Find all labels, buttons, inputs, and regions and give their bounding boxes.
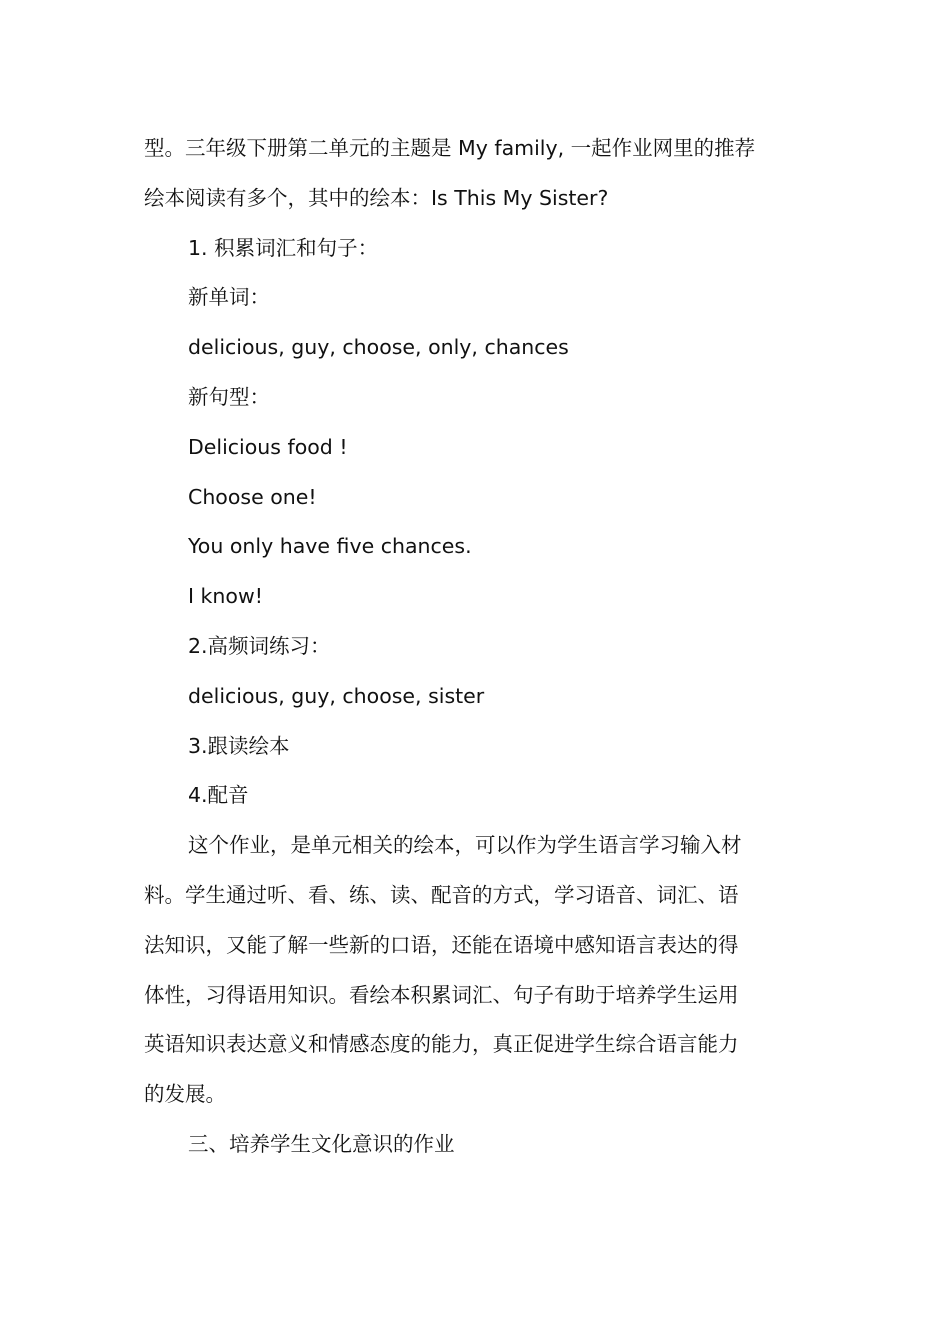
new-words-label: 新单词： xyxy=(188,285,270,310)
paragraph-line: 体性，习得语用知识。看绘本积累词汇、句子有助于培养学生运用 xyxy=(144,982,739,1007)
paragraph-line: 这个作业，是单元相关的绘本，可以作为学生语言学习输入材 xyxy=(188,833,742,858)
section-heading-read-along: 3.跟读绘本 xyxy=(188,733,290,758)
sentence-line: I know! xyxy=(188,584,263,609)
section-heading-high-frequency: 2.高频词练习： xyxy=(188,633,331,658)
paragraph-line: 绘本阅读有多个，其中的绘本：Is This My Sister? xyxy=(144,185,609,210)
section-heading-culture: 三、培养学生文化意识的作业 xyxy=(188,1131,455,1156)
high-frequency-words-list: delicious, guy, choose, sister xyxy=(188,683,485,708)
paragraph-line: 的发展。 xyxy=(144,1082,226,1107)
sentence-line: You only have five chances. xyxy=(188,534,472,559)
paragraph-line: 英语知识表达意义和情感态度的能力，真正促进学生综合语言能力 xyxy=(144,1032,739,1057)
sentence-line: Delicious food ! xyxy=(188,434,348,459)
paragraph-line: 法知识，又能了解一些新的口语，还能在语境中感知语言表达的得 xyxy=(144,932,739,957)
new-sentences-label: 新句型： xyxy=(188,384,270,409)
sentence-line: Choose one! xyxy=(188,484,317,509)
document-body xyxy=(144,124,796,1170)
section-heading-vocabulary: 1. 积累词汇和句子： xyxy=(188,235,379,260)
paragraph-line: 型。三年级下册第二单元的主题是 My family, 一起作业网里的推荐 xyxy=(144,136,756,160)
section-heading-dubbing: 4.配音 xyxy=(188,783,249,808)
new-words-list: delicious, guy, choose, only, chances xyxy=(188,335,569,360)
paragraph-line: 料。学生通过听、看、练、读、配音的方式，学习语音、词汇、语 xyxy=(144,882,739,907)
